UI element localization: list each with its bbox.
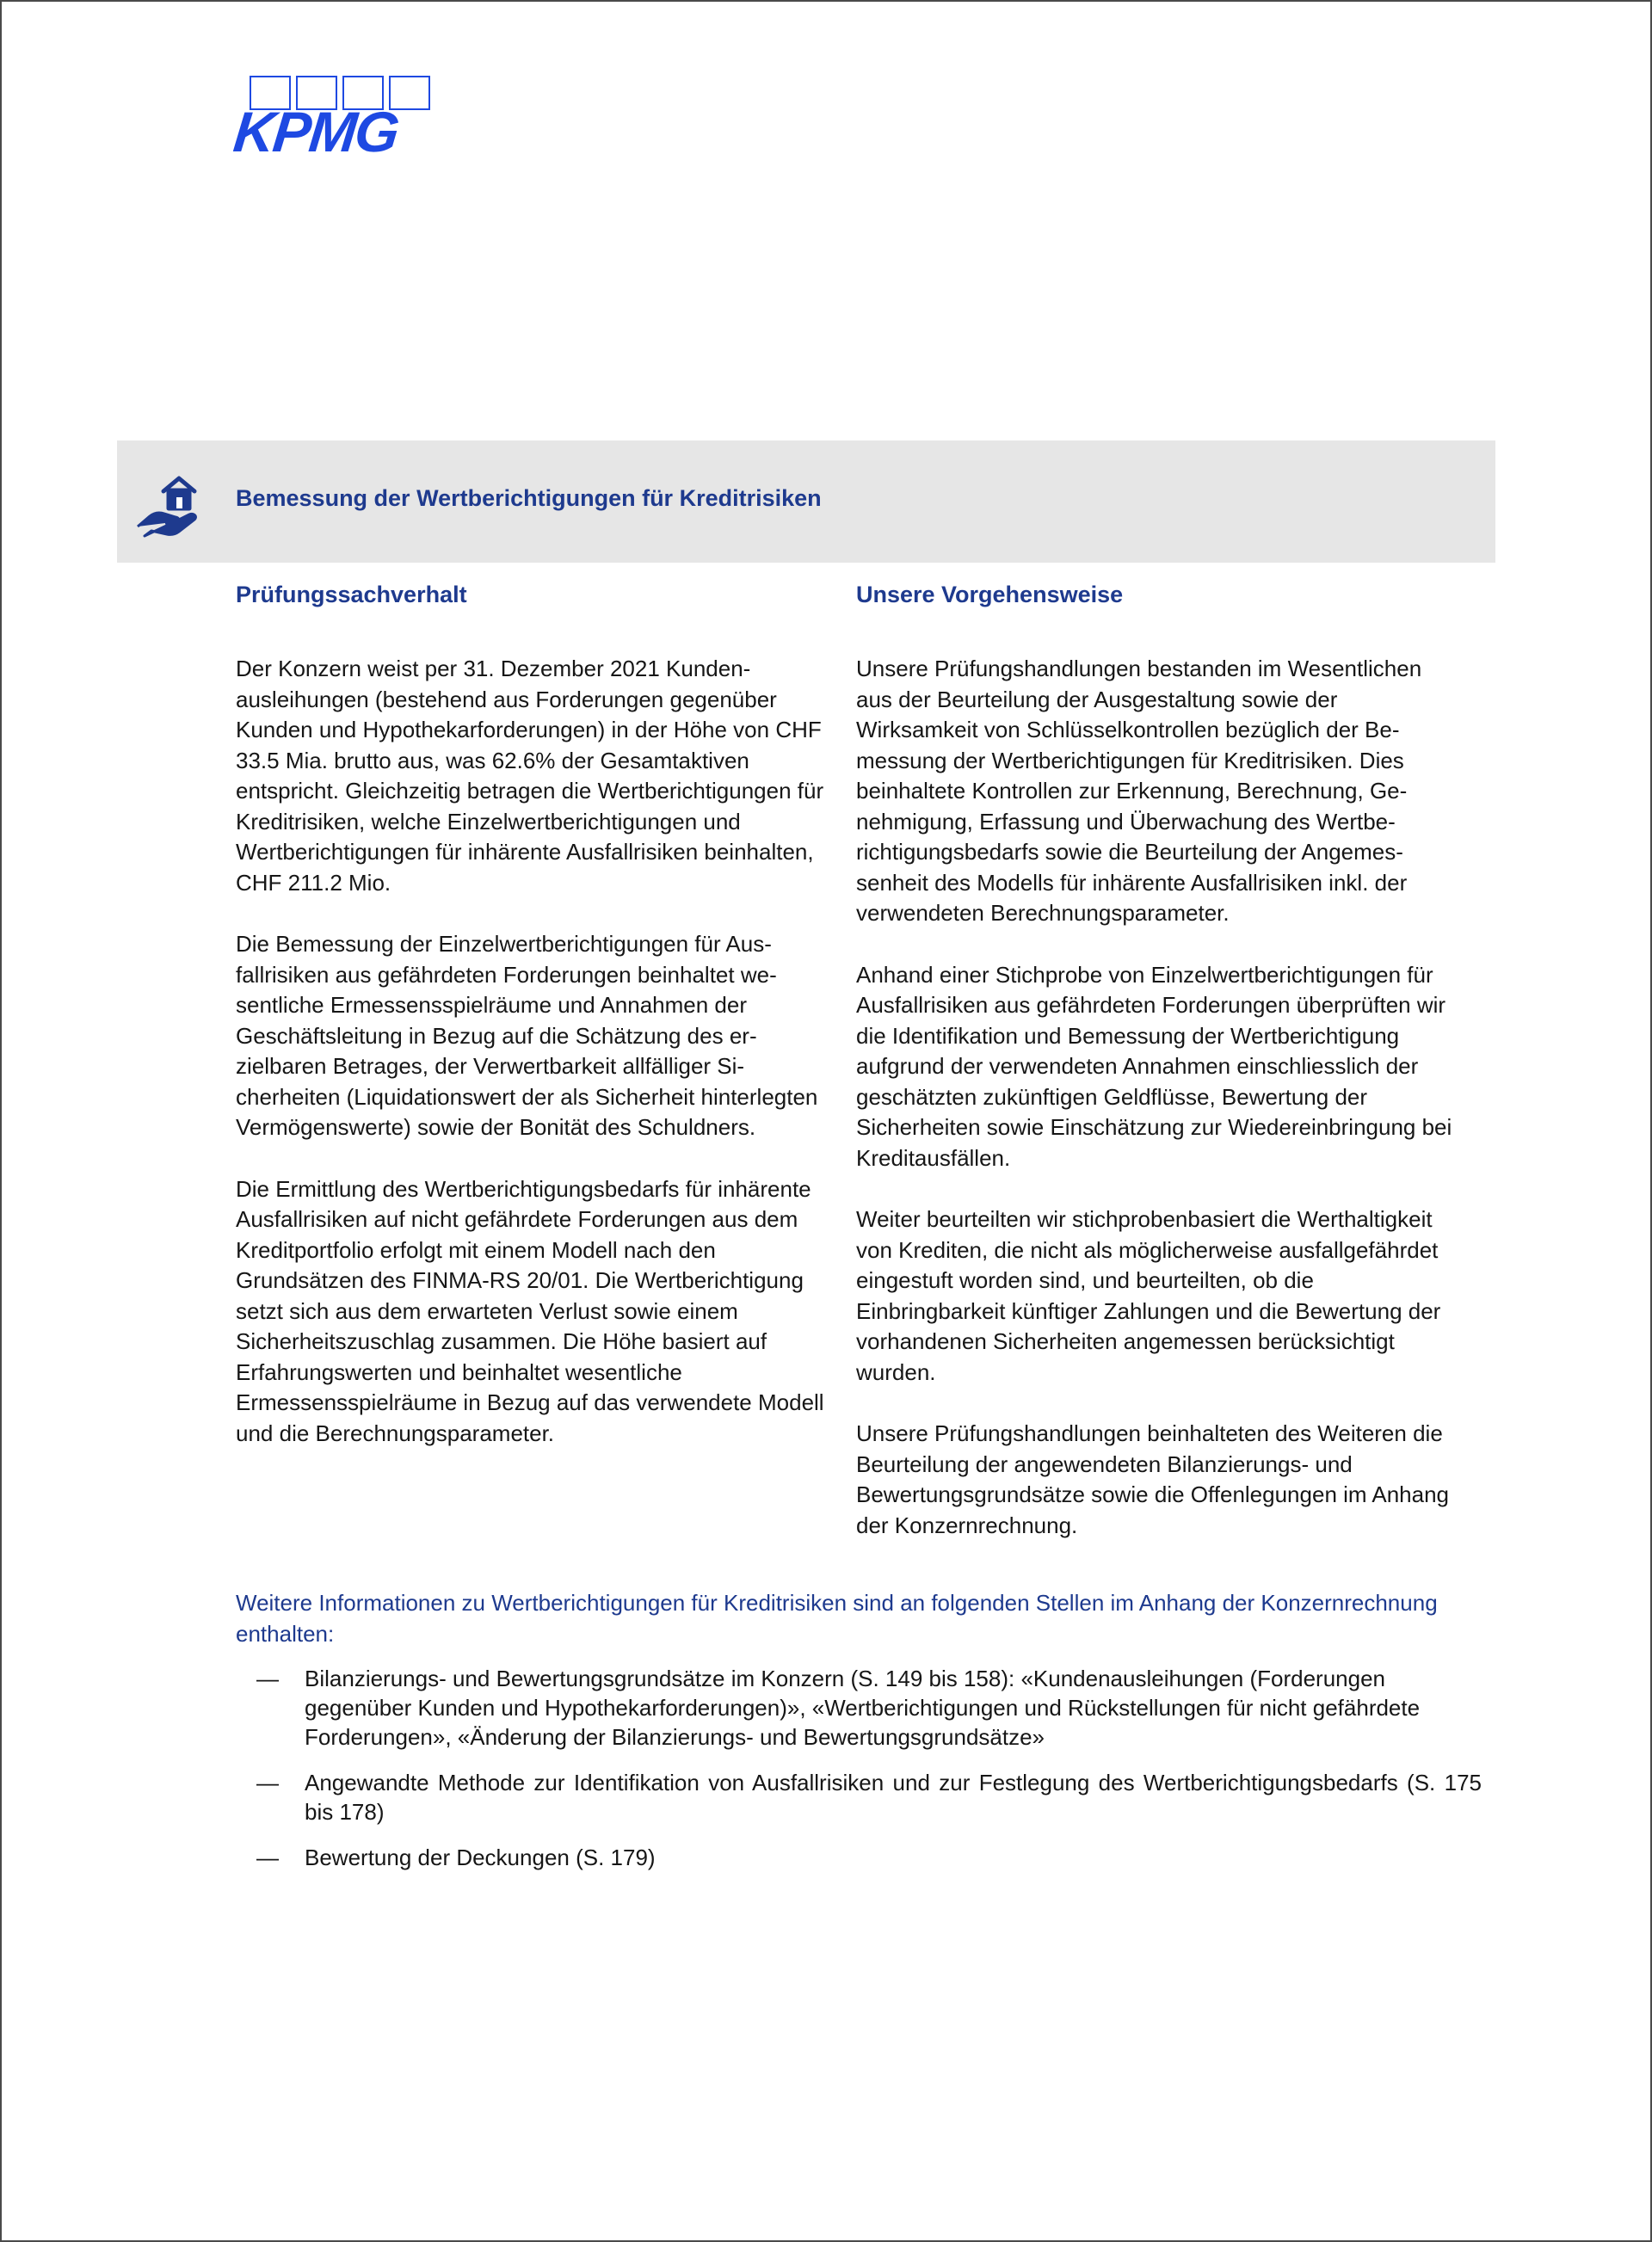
- list-item: [236, 1664, 1482, 1752]
- logo-text: KPMG: [231, 100, 401, 163]
- list-item: [236, 1843, 1482, 1872]
- section-title: Bemessung der Wertberichtigungen für Kreditrisiken: [236, 485, 822, 511]
- left-column: [236, 654, 838, 1480]
- paragraph: Die Bemessung der Einzelwertberichtigungen für Ausfallrisiken aus gefährdeten Forderungen beinhaltet wesentliche Ermessensspielräume und Annahmen der Geschäftsleitung in Bezug auf die Schätzung des erzielbaren Betrages, der Verwertbarkeit allfälliger Sicherheiten (Liquidationswert der als Sicherheit hinterlegten Vermögenswerte) sowie der Bonität des Schuldners.: [236, 931, 818, 1140]
- hand-holding-house-icon: [133, 465, 210, 542]
- bullet-dash: —: [256, 1770, 279, 1795]
- paragraph: Anhand einer Stichprobe von Einzelwertberichtigungen für Ausfallrisiken aus gefährdeten Forderungen überprüften wir die Identifikation und Bemessung der Wertberichtigung aufgrund der verwendeten Annahmen einschliesslich der geschätzten zukünftigen Geldflüsse, Bewertung der Sicherheiten sowie Einschätzung zur Wiedereinbringung bei Kreditausfällen.: [856, 961, 1452, 1171]
- list-item-text: Bilanzierungs- und Bewertungsgrundsätze im Konzern (S. 149 bis 158): «Kundenausleihungen (Forderungen gegenüber Kunden und Hypothekarforderungen)», «Wertberichtigungen und Rückstellungen für nicht gefährdete Forderungen», «Änderung der Bilanzierungs- und Bewertungsgrundsätze»: [305, 1666, 1421, 1750]
- list-item-text: Angewandte Methode zur Identifikation von Ausfallrisiken und zur Festlegung des Wertberichtigungsbedarfs (S. 175 bis 178): [305, 1770, 1482, 1825]
- paragraph: Der Konzern weist per 31. Dezember 2021 Kundenausleihungen (bestehend aus Forderungen gegenüber Kunden und Hypothekarforderungen) in der Höhe von CHF 33.5 Mia. brutto aus, was 62.6% der Gesamtaktiven entspricht. Gleichzeitig betragen die Wertberichtigungen für Kreditrisiken, welche Einzelwertberichtigungen und Wertberichtigungen für inhärente Ausfallrisiken beinhalten, CHF 211.2 Mio.: [236, 656, 824, 896]
- paragraph: Weiter beurteilten wir stichprobenbasiert die Werthaltigkeit von Krediten, die nicht als möglicherweise ausfallgefährdet eingestuft worden sind, und beurteilten, ob die Einbringbarkeit künftiger Zahlungen und die Bewertung der vorhandenen Sicherheiten angemessen berücksichtigt wurden.: [856, 1206, 1441, 1385]
- left-column-heading: Prüfungssachverhalt: [236, 582, 467, 607]
- further-info-intro: Weitere Informationen zu Wertberichtigungen für Kreditrisiken sind an folgenden Stellen im Anhang der Konzernrechnung enthalten:: [236, 1590, 1438, 1647]
- list-item: [236, 1768, 1482, 1826]
- section-banner: [117, 440, 1495, 563]
- paragraph: Unsere Prüfungshandlungen bestanden im Wesentlichen aus der Beurteilung der Ausgestaltung sowie der Wirksamkeit von Schlüsselkontrollen bezüglich der Bemessung der Wertberichtigungen für Kreditrisiken. Dies beinhaltete Kontrollen zur Erkennung, Berechnung, Genehmigung, Erfassung und Überwachung des Wertberichtigungsbedarfs sowie die Beurteilung der Angemessenheit des Modells für inhärente Ausfallrisiken inkl. der verwendeten Berechnungsparameter.: [856, 656, 1422, 926]
- kpmg-logo: [231, 72, 432, 163]
- bullet-dash: —: [256, 1845, 279, 1870]
- bullet-dash: —: [256, 1666, 279, 1691]
- paragraph: Unsere Prüfungshandlungen beinhalteten des Weiteren die Beurteilung der angewendeten Bilanzierungs- und Bewertungsgrundsätze sowie die Offenlegungen im Anhang der Konzernrechnung.: [856, 1420, 1449, 1538]
- paragraph: Die Ermittlung des Wertberichtigungsbedarfs für inhärente Ausfallrisiken auf nicht gefährdete Forderungen aus dem Kreditportfolio erfolgt mit einem Modell nach den Grundsätzen des FINMA-RS 20/01. Die Wertberichtigung setzt sich aus dem erwarteten Verlust sowie einem Sicherheitszuschlag zusammen. Die Höhe basiert auf Erfahrungswerten und beinhaltet wesentliche Ermessensspielräume in Bezug auf das verwendete Modell und die Berechnungsparameter.: [236, 1175, 824, 1446]
- right-column: [856, 654, 1458, 1572]
- right-column-heading: Unsere Vorgehensweise: [856, 582, 1124, 607]
- list-item-text: Bewertung der Deckungen (S. 179): [305, 1845, 656, 1870]
- reference-list: [236, 1664, 1482, 1888]
